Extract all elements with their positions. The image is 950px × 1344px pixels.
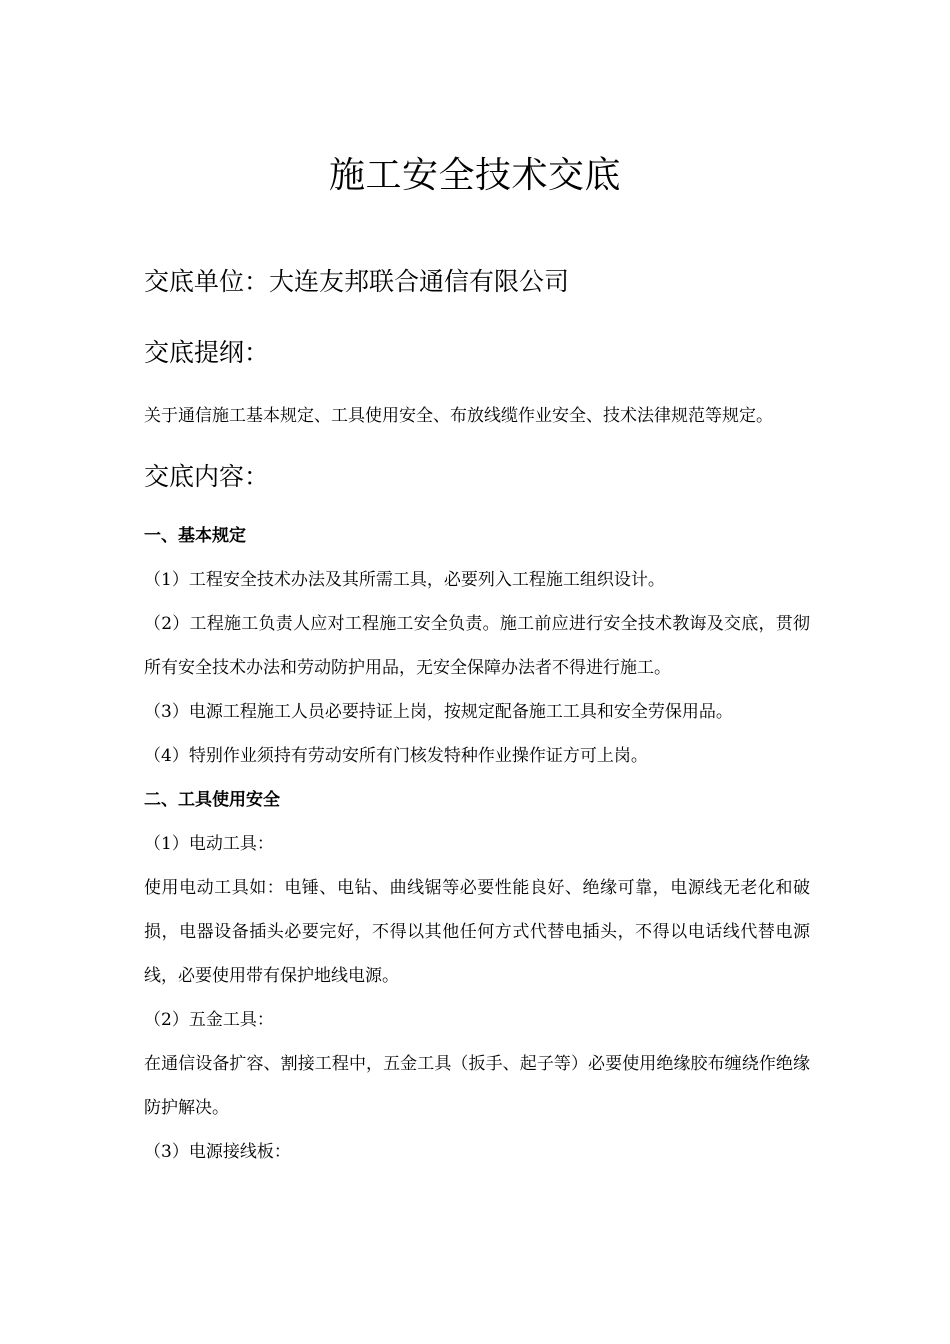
section-title: 二、工具使用安全 bbox=[144, 790, 280, 810]
unit-line: 交底单位：大连友邦联合通信有限公司 bbox=[144, 267, 570, 296]
list-item: （2）工程施工负责人应对工程施工安全负责。施工前应进行安全技术教诲及交底，贯彻所有安全技术办法和劳动防护用品，无安全保障办法者不得进行施工。 bbox=[144, 614, 810, 678]
list-item: 使用电动工具如：电锤、电钻、曲线锯等必要性能良好、绝缘可靠，电源线无老化和破损，电器设备插头必要完好，不得以其他任何方式代替电插头，不得以电话线代替电源线，必要使用带有保护地线电源。 bbox=[144, 878, 810, 986]
outline-text: 关于通信施工基本规定、工具使用安全、布放线缆作业安全、技术法律规范等规定。 bbox=[144, 406, 773, 426]
outline-heading: 交底提纲： bbox=[144, 338, 270, 367]
list-item: （3）电源工程施工人员必要持证上岗，按规定配备施工工具和安全劳保用品。 bbox=[144, 702, 733, 722]
list-item: （4）特别作业须持有劳动安所有门核发特种作业操作证方可上岗。 bbox=[144, 746, 648, 766]
list-item: （3）电源接线板： bbox=[144, 1142, 291, 1162]
list-item: （1）工程安全技术办法及其所需工具，必要列入工程施工组织设计。 bbox=[144, 570, 665, 590]
list-item: （2）五金工具： bbox=[144, 1010, 274, 1030]
list-item: （1）电动工具： bbox=[144, 834, 274, 854]
document-body bbox=[144, 394, 810, 1174]
document-title: 施工安全技术交底 bbox=[328, 155, 621, 196]
content-heading: 交底内容： bbox=[144, 462, 270, 491]
section-title: 一、基本规定 bbox=[144, 526, 246, 546]
list-item: 在通信设备扩容、割接工程中，五金工具（扳手、起子等）必要使用绝缘胶布缠绕作绝缘防护解决。 bbox=[144, 1054, 810, 1118]
